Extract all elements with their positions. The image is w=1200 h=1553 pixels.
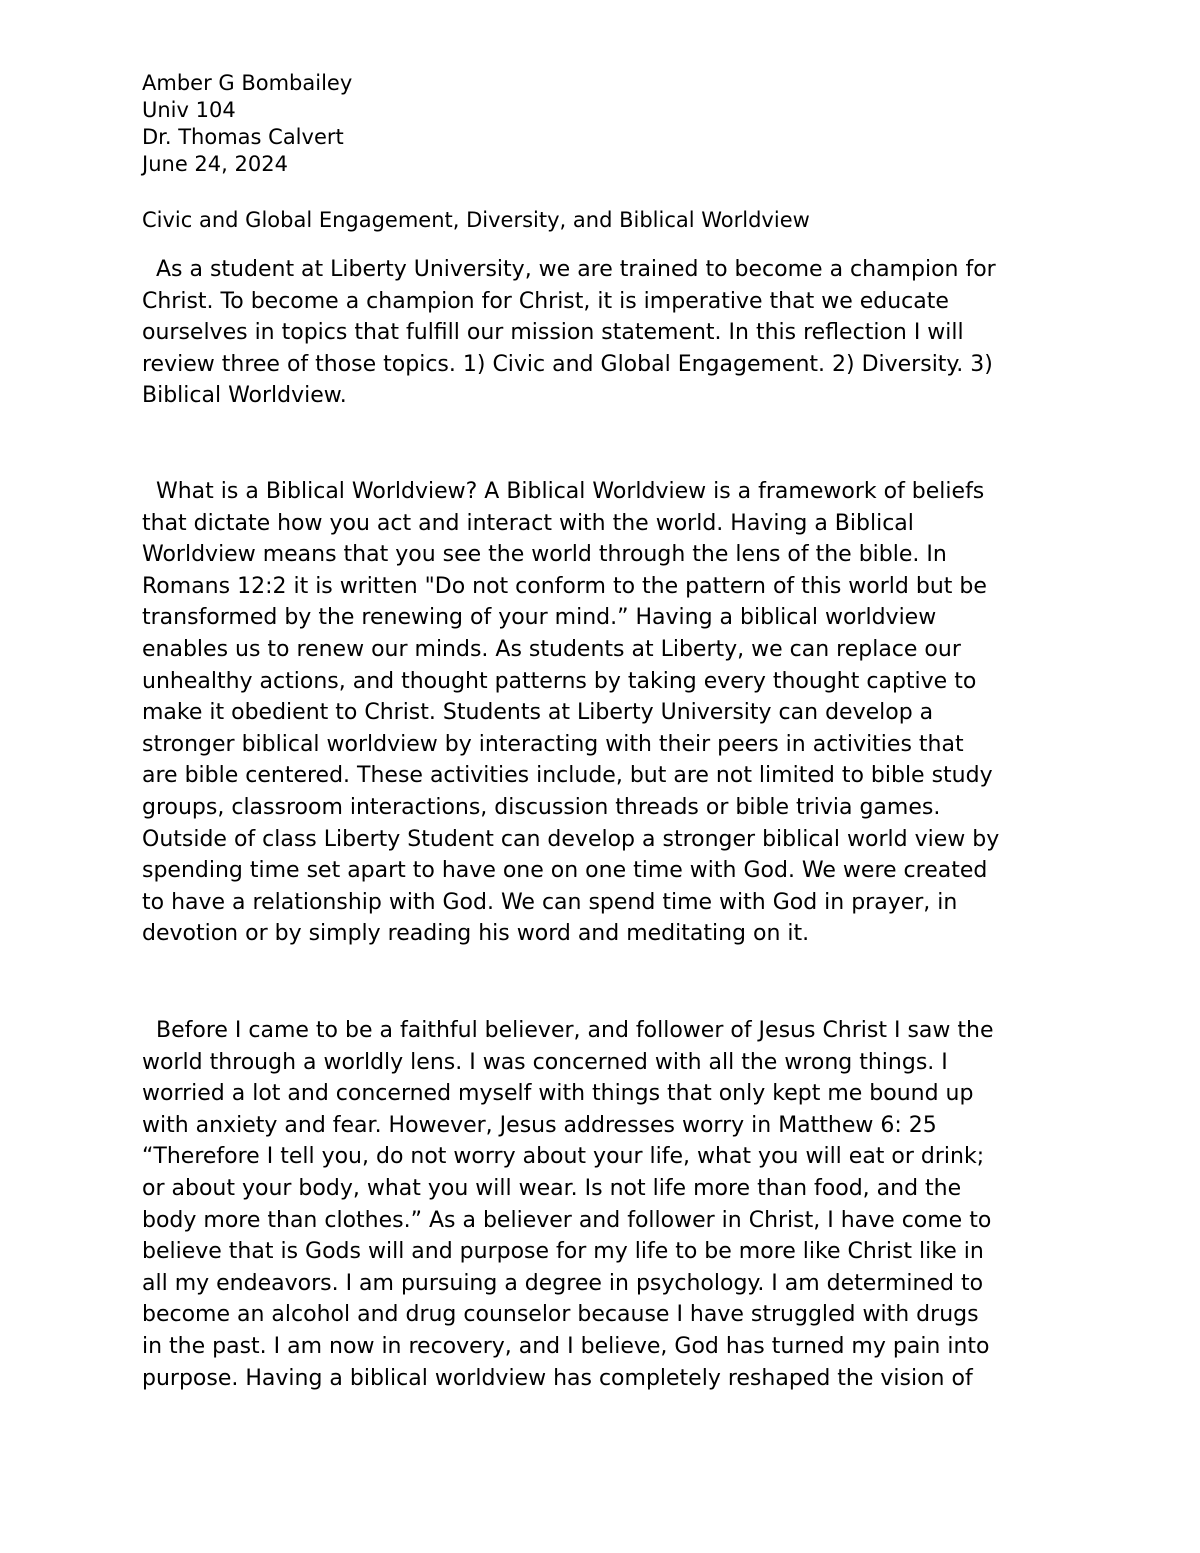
paragraph-line: to have a relationship with God. We can spend time with God in prayer, in (142, 889, 958, 915)
paragraph-line: that dictate how you act and interact with the world. Having a Biblical (142, 510, 914, 536)
paragraph-line: become an alcohol and drug counselor because I have struggled with drugs (142, 1302, 979, 1328)
paragraph-line: in the past. I am now in recovery, and I believe, God has turned my pain into (142, 1333, 990, 1359)
paragraph-line: Outside of class Liberty Student can develop a stronger biblical world view by (142, 826, 1000, 852)
document-header (142, 70, 352, 178)
author-name: Amber G Bombailey (142, 71, 353, 95)
paragraph-line: with anxiety and fear. However, Jesus addresses worry in Matthew 6: 25 (142, 1112, 937, 1138)
paragraph-line: Worldview means that you see the world through the lens of the bible. In (142, 542, 947, 568)
paragraph-line: worried a lot and concerned myself with things that only kept me bound up (142, 1081, 974, 1107)
course-name: Univ 104 (142, 98, 236, 122)
paragraph-line: make it obedient to Christ. Students at Liberty University can develop a (142, 700, 934, 726)
paragraph-personal-reflection (142, 1015, 1072, 1394)
document-title: Civic and Global Engagement, Diversity, and Biblical Worldview (142, 208, 810, 232)
paragraph-line: groups, classroom interactions, discussion threads or bible trivia games. (142, 794, 941, 820)
paragraph-line: enables us to renew our minds. As students at Liberty, we can replace our (142, 636, 961, 662)
paragraph-line: Biblical Worldview. (142, 383, 347, 409)
paragraph-line: As a student at Liberty University, we are trained to become a champion for (142, 257, 996, 282)
paragraph-line: are bible centered. These activities include, but are not limited to bible study (142, 763, 993, 789)
paragraph-line: stronger biblical worldview by interacting with their peers in activities that (142, 731, 964, 757)
paragraph-line: or about your body, what you will wear. Is not life more than food, and the (142, 1175, 962, 1201)
paragraph-line: review three of those topics. 1) Civic and Global Engagement. 2) Diversity. 3) (142, 351, 993, 377)
paragraph-line: unhealthy actions, and thought patterns by taking every thought captive to (142, 668, 977, 694)
paragraph-introduction (142, 254, 1072, 412)
paragraph-line: Romans 12:2 it is written "Do not conform to the pattern of this world but be (142, 573, 987, 599)
instructor-name: Dr. Thomas Calvert (142, 125, 344, 149)
paragraph-line: purpose. Having a biblical worldview has completely reshaped the vision of (142, 1365, 973, 1391)
document-date: June 24, 2024 (142, 152, 288, 176)
paragraph-line: all my endeavors. I am pursuing a degree in psychology. I am determined to (142, 1270, 984, 1296)
paragraph-line: world through a worldly lens. I was concerned with all the wrong things. I (142, 1049, 948, 1075)
paragraph-line: believe that is Gods will and purpose for my life to be more like Christ like in (142, 1239, 984, 1265)
paragraph-line: body more than clothes.” As a believer and follower in Christ, I have come to (142, 1207, 992, 1233)
paragraph-line: Before I came to be a faithful believer, and follower of Jesus Christ I saw the (142, 1018, 994, 1043)
paragraph-biblical-worldview (142, 476, 1072, 950)
paragraph-line: What is a Biblical Worldview? A Biblical Worldview is a framework of beliefs (142, 479, 985, 504)
paragraph-line: Christ. To become a champion for Christ, it is imperative that we educate (142, 288, 949, 314)
paragraph-line: “Therefore I tell you, do not worry about your life, what you will eat or drink; (142, 1144, 985, 1170)
paragraph-line: transformed by the renewing of your mind.” Having a biblical worldview (142, 605, 937, 631)
paragraph-line: spending time set apart to have one on one time with God. We were created (142, 858, 988, 884)
paragraph-line: ourselves in topics that fulfill our mission statement. In this reflection I will (142, 320, 964, 346)
paragraph-line: devotion or by simply reading his word and meditating on it. (142, 921, 810, 947)
